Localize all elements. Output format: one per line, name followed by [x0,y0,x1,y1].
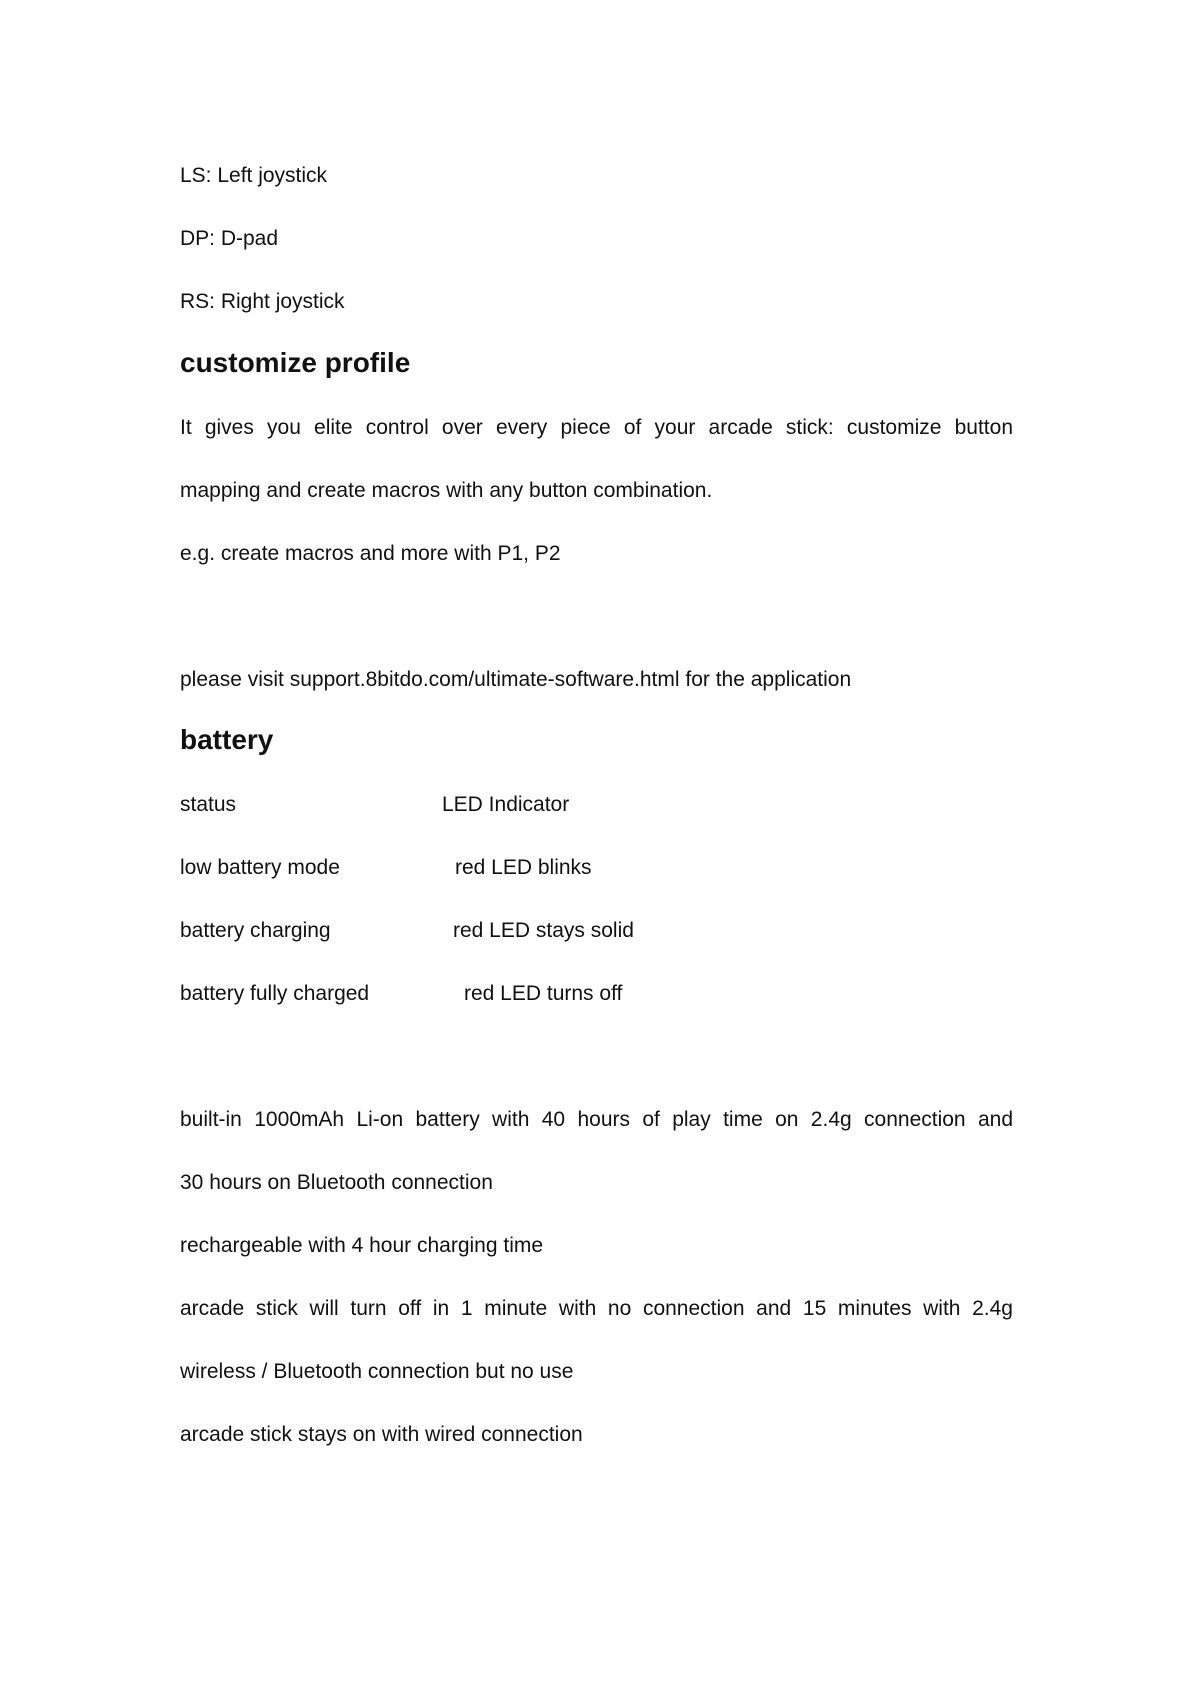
customize-profile-heading: customize profile [180,347,411,378]
table-row-status: battery fully charged [180,982,370,1005]
battery-recharge: rechargeable with 4 hour charging time [180,1234,544,1257]
abbrev-ls: LS: Left joystick [180,164,328,187]
software-visit-note: please visit support.8bitdo.com/ultimate-software.html for the application [180,668,852,691]
customize-description-line2: mapping and create macros with any button combination. [180,479,713,502]
auto-off-line2: wireless / Bluetooth connection but no use [180,1360,574,1383]
table-row-status: battery charging [180,919,331,942]
battery-info-line2: 30 hours on Bluetooth connection [180,1171,493,1194]
wired-connection-note: arcade stick stays on with wired connection [180,1423,583,1446]
abbrev-rs: RS: Right joystick [180,290,345,313]
table-row-indicator: red LED blinks [455,856,592,879]
auto-off-line1: arcade stick will turn off in 1 minute with no connection and 15 minutes with 2.4g [180,1297,1013,1320]
battery-info-line1: built-in 1000mAh Li-on battery with 40 hours of play time on 2.4g connection and [180,1108,1013,1131]
table-row-indicator: red LED turns off [464,982,623,1005]
battery-heading: battery [180,724,274,755]
abbrev-dp: DP: D-pad [180,227,279,250]
customize-description-line1: It gives you elite control over every piece of your arcade stick: customize button [180,416,1013,439]
table-row-indicator: red LED stays solid [453,919,634,942]
table-row-status: low battery mode [180,856,340,879]
table-header-status: status [180,793,237,816]
table-header-indicator: LED Indicator [442,793,570,816]
customize-example: e.g. create macros and more with P1, P2 [180,542,561,565]
